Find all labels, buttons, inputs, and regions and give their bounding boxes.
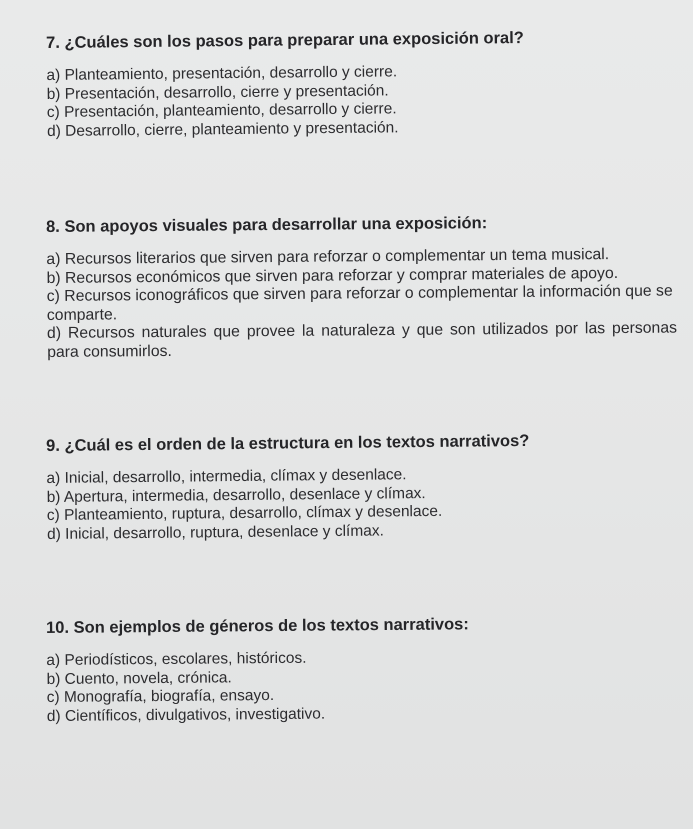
question-8-option-c[interactable]: c) Recursos iconográficos que sirven para reforzar o complementar la información que se comparte. — [46, 282, 673, 324]
question-10-title: 10. Son ejemplos de géneros de los textos narrativos: — [46, 615, 469, 637]
question-10-option-b[interactable]: b) Cuento, novela, crónica. — [46, 668, 232, 688]
question-9-option-d[interactable]: d) Inicial, desarrollo, ruptura, desenlace y clímax. — [46, 521, 384, 543]
question-8 — [46, 212, 677, 362]
question-8-title: 8. Son apoyos visuales para desarrollar una exposición: — [46, 214, 488, 236]
question-7-option-c[interactable]: c) Presentación, planteamiento, desarrollo y cierre. — [46, 100, 397, 121]
question-10-options — [46, 647, 677, 726]
question-9-option-a[interactable]: a) Inicial, desarrollo, intermedia, clímax y desenlace. — [46, 466, 407, 487]
question-9 — [46, 429, 677, 544]
question-10-option-d[interactable]: d) Científicos, divulgativos, investigativo. — [46, 705, 326, 725]
question-9-option-b[interactable]: b) Apertura, intermedia, desarrollo, desenlace y clímax. — [46, 484, 426, 506]
question-8-option-d[interactable]: d) Recursos naturales que provee la naturaleza y que son utilizados por las personas para consumirlos. — [46, 319, 678, 361]
question-10-option-a[interactable]: a) Periodísticos, escolares, históricos. — [46, 649, 307, 669]
question-9-option-c[interactable]: c) Planteamiento, ruptura, desarrollo, clímax y desenlace. — [46, 502, 443, 524]
question-7-option-d[interactable]: d) Desarrollo, cierre, planteamiento y presentación. — [46, 118, 399, 140]
question-9-options — [46, 463, 677, 544]
question-7-option-a[interactable]: a) Planteamiento, presentación, desarrollo y cierre. — [46, 63, 398, 84]
question-10-option-c[interactable]: c) Monografía, biografía, ensayo. — [46, 687, 275, 706]
question-7-title: 7. ¿Cuáles son los pasos para preparar una exposición oral? — [46, 28, 524, 52]
question-10 — [46, 613, 677, 726]
question-7 — [46, 26, 677, 141]
question-8-option-b[interactable]: b) Recursos económicos que sirven para reforzar y comprar materiales de apoyo. — [46, 264, 619, 287]
question-9-title: 9. ¿Cuál es el orden de la estructura en los textos narrativos? — [46, 431, 530, 455]
question-8-options — [46, 246, 677, 362]
question-7-options — [46, 60, 677, 141]
question-7-option-b[interactable]: b) Presentación, desarrollo, cierre y presentación. — [46, 81, 389, 103]
question-8-option-a[interactable]: a) Recursos literarios que sirven para reforzar o complementar un tema musical. — [46, 246, 610, 268]
